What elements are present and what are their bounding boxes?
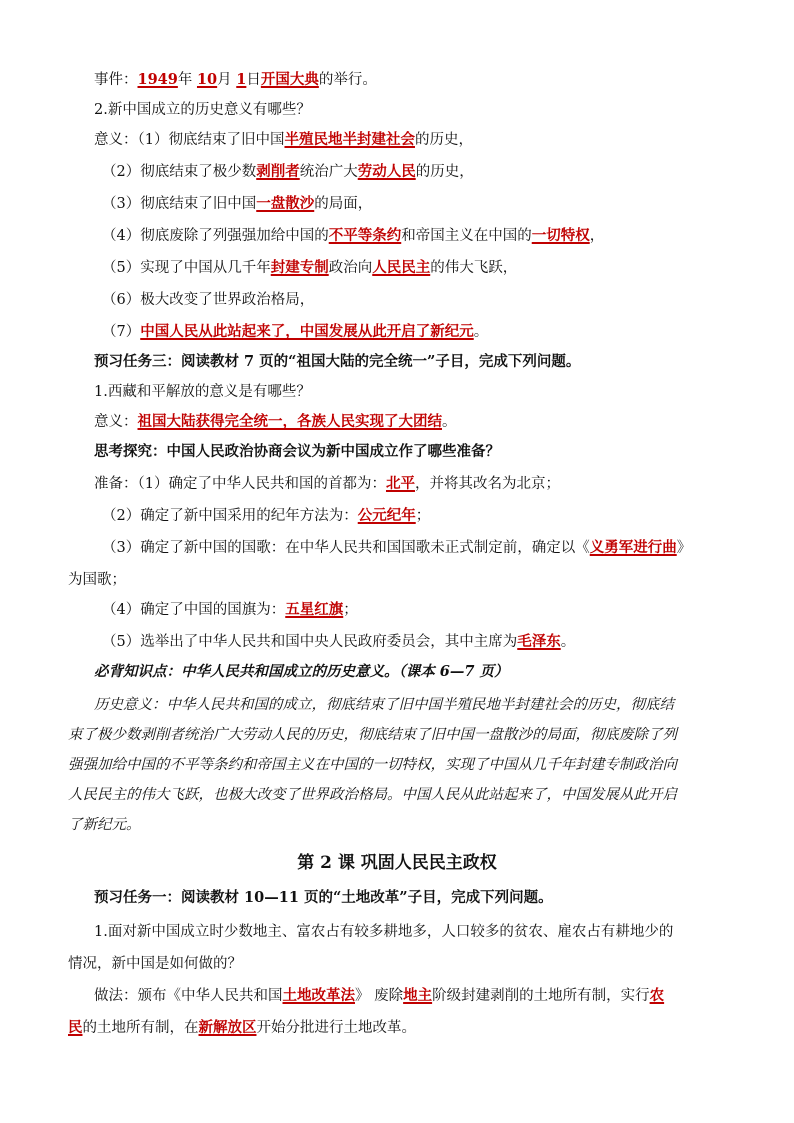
answer: 地主 [403,987,433,1004]
answer: 五星红旗 [285,601,344,618]
preparation-line [102,632,742,652]
text: 做法：颁布《中华人民共和国 [94,988,283,1004]
answer: 中国人民从此站起来了，中国发展从此开启了新纪元 [140,323,474,340]
paragraph-line: 束了极少数剥削者统治广大劳动人民的历史，彻底结束了旧中国一盘散沙的局面，彻底废除了列 [68,727,677,743]
answer: 新解放区 [198,1019,257,1036]
event-line [94,70,734,90]
answer: 民 [68,1019,83,1036]
significance-paragraph [68,690,728,840]
method-line [94,986,734,1006]
text: ，并将其改名为北京； [414,476,560,492]
text: 和帝国主义在中国的 [401,228,532,244]
text: （4）彻底废除了列强强加给中国的 [102,228,329,244]
text: （3）确定了新中国的国歌：在中华人民共和国国歌未正式制定前，确定以《 [102,540,590,556]
text: 统治广大 [299,164,358,180]
text: 年 [177,72,197,88]
preparation-line [102,600,742,620]
answer: 10 [196,71,218,88]
text: 。 [560,634,576,650]
text: （5）实现了中国从几千年 [102,260,271,276]
text: 2.新中国成立的历史意义有哪些？ [94,102,311,118]
significance-line [102,258,742,278]
paragraph-line: 历史意义：中华人民共和国的成立，彻底结束了旧中国半殖民地半封建社会的历史，彻底结 [94,697,674,713]
question-line [94,922,734,942]
answer: 农 [649,987,665,1004]
preparation-line [68,570,708,590]
text: 。 [442,414,457,430]
answer-line [94,412,734,432]
paragraph-line: 人民民主的伟大飞跃，也极大改变了世界政治格局。中国人民从此站起来了，中国发展从此开启 [68,787,677,803]
text: 》 [676,540,692,556]
text: 阶级封建剥削的土地所有制，实行 [432,988,650,1004]
answer: 北平 [385,475,415,492]
task-heading [94,888,734,908]
text: 。 [473,324,489,340]
text: （6）极大改变了世界政治格局， [102,292,315,308]
answer: 半殖民地半封建社会 [284,131,415,148]
significance-line [102,322,742,342]
lesson-title: 第 2 课 巩固人民民主政权 [297,853,497,873]
method-line [68,1018,708,1038]
text: 必背知识点：中华人民共和国成立的历史意义。（课本 6—7 页） [94,663,509,680]
answer: 不平等条约 [328,227,402,244]
preparation-line [102,538,742,558]
text: 的局面， [314,196,373,212]
answer: 劳动人民 [357,163,416,180]
text: ， [589,228,605,244]
text: 政治向 [328,260,373,276]
text: （3）彻底结束了旧中国 [102,196,257,212]
task-heading [94,352,734,372]
answer: 人民民主 [372,259,431,276]
paragraph-line: 强强加给中国的不平等条约和帝国主义在中国的一切特权，实现了中国从几千年封建专制政治向 [68,757,677,773]
text: ； [343,602,358,618]
answer: 1949 [137,71,178,88]
text: 1.西藏和平解放的意义是有哪些？ [94,384,311,400]
text: （2）确定了新中国采用的纪年方法为： [102,508,358,524]
text: 日 [246,72,261,88]
question-line [94,382,734,402]
question-line [68,954,708,974]
text: 情况，新中国是如何做的？ [68,956,242,972]
significance-line [102,226,742,246]
answer: 1 [236,71,247,88]
question-line [94,100,734,120]
text: 事件： [94,72,138,88]
significance-line [94,130,734,150]
answer: 一切特权 [531,227,590,244]
text: 预习任务一：阅读教材 10—11 页的“土地改革”子目，完成下列问题。 [94,889,553,906]
preparation-line [102,506,742,526]
key-point-heading [94,662,734,682]
significance-line [102,290,742,310]
answer: 一盘散沙 [256,195,315,212]
preparation-line [94,474,734,494]
answer: 祖国大陆获得完全统一，各族人民实现了大团结 [137,413,442,430]
text: 的历史， [415,164,474,180]
text: （5）选举出了中华人民共和国中央人民政府委员会，其中主席为 [102,634,518,650]
answer: 毛泽东 [517,633,561,650]
text: 的历史， [414,132,473,148]
significance-line [102,162,742,182]
answer: 义勇军进行曲 [589,539,677,556]
text: 1.面对新中国成立时少数地主、富农占有较多耕地多，人口较多的贫农、雇农占有耕地少的 [94,924,674,940]
text: 月 [217,72,237,88]
inquiry-heading [94,442,734,462]
text: 意义：（1）彻底结束了旧中国 [94,132,285,148]
text: 意义： [94,414,138,430]
text: （7） [102,324,141,340]
text: 》 废除 [355,988,404,1004]
answer: 土地改革法 [282,987,355,1004]
text: 准备：（1）确定了中华人民共和国的首都为： [94,476,386,492]
answer: 公元纪年 [357,507,416,524]
text: ； [415,508,431,524]
answer: 剥削者 [256,163,300,180]
text: 的伟大飞跃， [430,260,518,276]
text: （2）彻底结束了极少数 [102,164,257,180]
text: 预习任务三：阅读教材 7 页的“祖国大陆的完全统一”子目，完成下列问题。 [94,353,581,370]
answer: 封建专制 [270,259,329,276]
text: 为国歌； [68,572,126,588]
text: 的举行。 [318,72,377,88]
text: 的土地所有制，在 [82,1020,199,1036]
text: 开始分批进行土地改革。 [256,1020,416,1036]
answer: 开国大典 [260,71,319,88]
paragraph-line: 了新纪元。 [68,817,141,833]
text: 思考探究：中国人民政治协商会议为新中国成立作了哪些准备？ [94,443,500,460]
text: （4）确定了中国的国旗为： [102,602,286,618]
significance-line [102,194,742,214]
